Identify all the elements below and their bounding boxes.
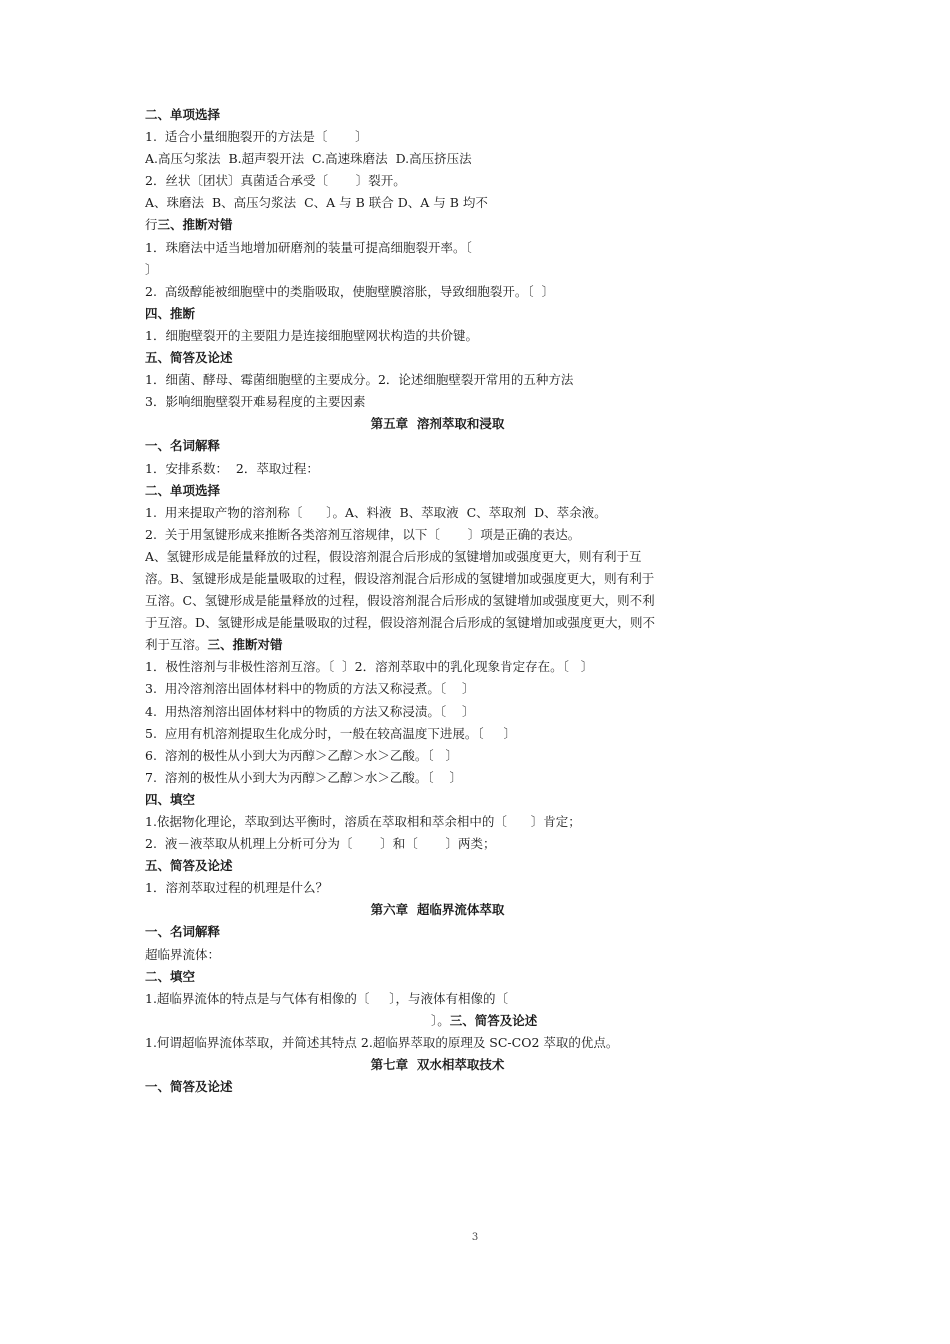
body-line: 2．丝状〔团状〕真菌适合承受〔 〕裂开。 <box>145 173 406 189</box>
body-line: 2. 高级醇能被细胞壁中的类脂吸取，使胞壁膜溶胀，导致细胞裂开。〔 〕 <box>145 283 555 299</box>
chapter-title: 第五章 溶剂萃取和浸取 <box>370 416 505 432</box>
body-line: 1．安排系数： 2．萃取过程： <box>145 460 319 476</box>
body-line: 2. 液－液萃取从机理上分析可分为〔 〕和〔 〕两类； <box>145 836 496 852</box>
section-heading: 二、单项选择 <box>145 107 221 122</box>
body-line: 5. 应用有机溶剂提取生化成分时，一般在较高温度下进展。〔 〕 <box>145 725 516 741</box>
body-line: 2. 关于用氢键形成来推断各类溶剂互溶规律，以下〔 〕项是正确的表达。 <box>145 526 581 542</box>
section-heading: 五、简答及论述 <box>145 350 233 366</box>
section-heading: 一、名词解释 <box>145 438 221 454</box>
section-heading: 四、填空 <box>145 791 196 807</box>
body-line: 1．溶剂萃取过程的机理是什么？ <box>145 880 328 896</box>
section-heading: 三、推断对错 <box>207 637 283 653</box>
section-heading: 二、填空 <box>145 968 196 984</box>
body-line: 溶。B、氢键形成是能量吸取的过程，假设溶剂混合后形成的氢键增加或强度更大，则有利于 <box>145 570 655 586</box>
body-line: 互溶。C、氢键形成是能量释放的过程，假设溶剂混合后形成的氢键增加或强度更大，则不利 <box>145 593 655 609</box>
body-line: 6. 溶剂的极性从小到大为丙醇＞乙醇＞水＞乙酸。〔 〕 <box>145 747 459 763</box>
body-line: A.高压匀浆法 B.超声裂开法 C.高速珠磨法 D.高压挤压法 <box>145 151 472 167</box>
mixed-line <box>145 1010 730 1032</box>
body-line: 4. 用热溶剂溶出固体材料中的物质的方法又称浸渍。〔 〕 <box>145 703 475 719</box>
body-line: 1.何谓超临界流体萃取，并简述其特点 2.超临界萃取的原理及 SC-CO2 萃取的优点。 <box>145 1034 619 1050</box>
section-heading: 一、名词解释 <box>145 924 221 940</box>
section-heading: 三、推断对错 <box>157 217 233 233</box>
body-line: 1．珠磨法中适当地增加研磨剂的装量可提高细胞裂开率。〔 <box>145 239 472 255</box>
body-line: 〕 <box>145 261 158 277</box>
section-heading: 三、简答及论述 <box>449 1012 538 1028</box>
body-line: 7. 溶剂的极性从小到大为丙醇＞乙醇＞水＞乙酸。〔 〕 <box>145 769 463 785</box>
body-line: 于互溶。D、氢键形成是能量吸取的过程，假设溶剂混合后形成的氢键增加或强度更大，则不 <box>145 615 656 631</box>
page-number: 3 <box>471 1232 479 1243</box>
line-text: 利于互溶。 <box>145 637 208 653</box>
section-heading: 四、推断 <box>145 305 196 321</box>
page-content <box>145 104 730 1098</box>
body-line: 1. 用来提取产物的溶剂称〔 〕。A、料液 B、萃取液 C、萃取剂 D、萃余液。 <box>145 504 607 520</box>
chapter-title: 第七章 双水相萃取技术 <box>370 1057 505 1073</box>
body-line: 1．极性溶剂与非极性溶剂互溶。〔 〕2．溶剂萃取中的乳化现象肯定存在。〔 〕 <box>145 659 594 675</box>
body-line: 3. 用冷溶剂溶出固体材料中的物质的方法又称浸煮。〔 〕 <box>145 681 475 697</box>
chapter-title: 第六章 超临界流体萃取 <box>370 902 505 918</box>
body-line: 1．细胞壁裂开的主要阻力是连接细胞壁网状构造的共价键。 <box>145 327 478 343</box>
section-heading: 五、简答及论述 <box>145 858 233 874</box>
section-heading: 一、简答及论述 <box>145 1079 233 1095</box>
mixed-line <box>145 634 730 656</box>
body-line: 1.超临界流体的特点是与气体有相像的〔 〕，与液体有相像的〔 <box>145 990 509 1006</box>
body-line: 3．影响细胞壁裂开难易程度的主要因素 <box>145 394 366 410</box>
body-line: 1．细菌、酵母、霉菌细胞壁的主要成分。2．论述细胞壁裂开常用的五种方法 <box>145 372 574 388</box>
body-line: 超临界流体： <box>145 946 221 962</box>
line-text: 行 <box>145 217 158 233</box>
body-line: A、氢键形成是能量释放的过程，假设溶剂混合后形成的氢键增加或强度更大，则有利于互 <box>145 548 642 564</box>
line-text: 〕。 <box>431 1012 450 1028</box>
mixed-line <box>145 214 730 236</box>
body-line: 1.依据物化理论，萃取到达平衡时，溶质在萃取相和萃余相中的〔 〕肯定； <box>145 814 581 829</box>
section-heading: 二、单项选择 <box>145 482 221 498</box>
body-line: A、珠磨法 B、高压匀浆法 C、A 与 B 联合 D、A 与 B 均不 <box>145 195 488 211</box>
body-line: 1. 适合小量细胞裂开的方法是〔 〕 <box>145 129 368 145</box>
